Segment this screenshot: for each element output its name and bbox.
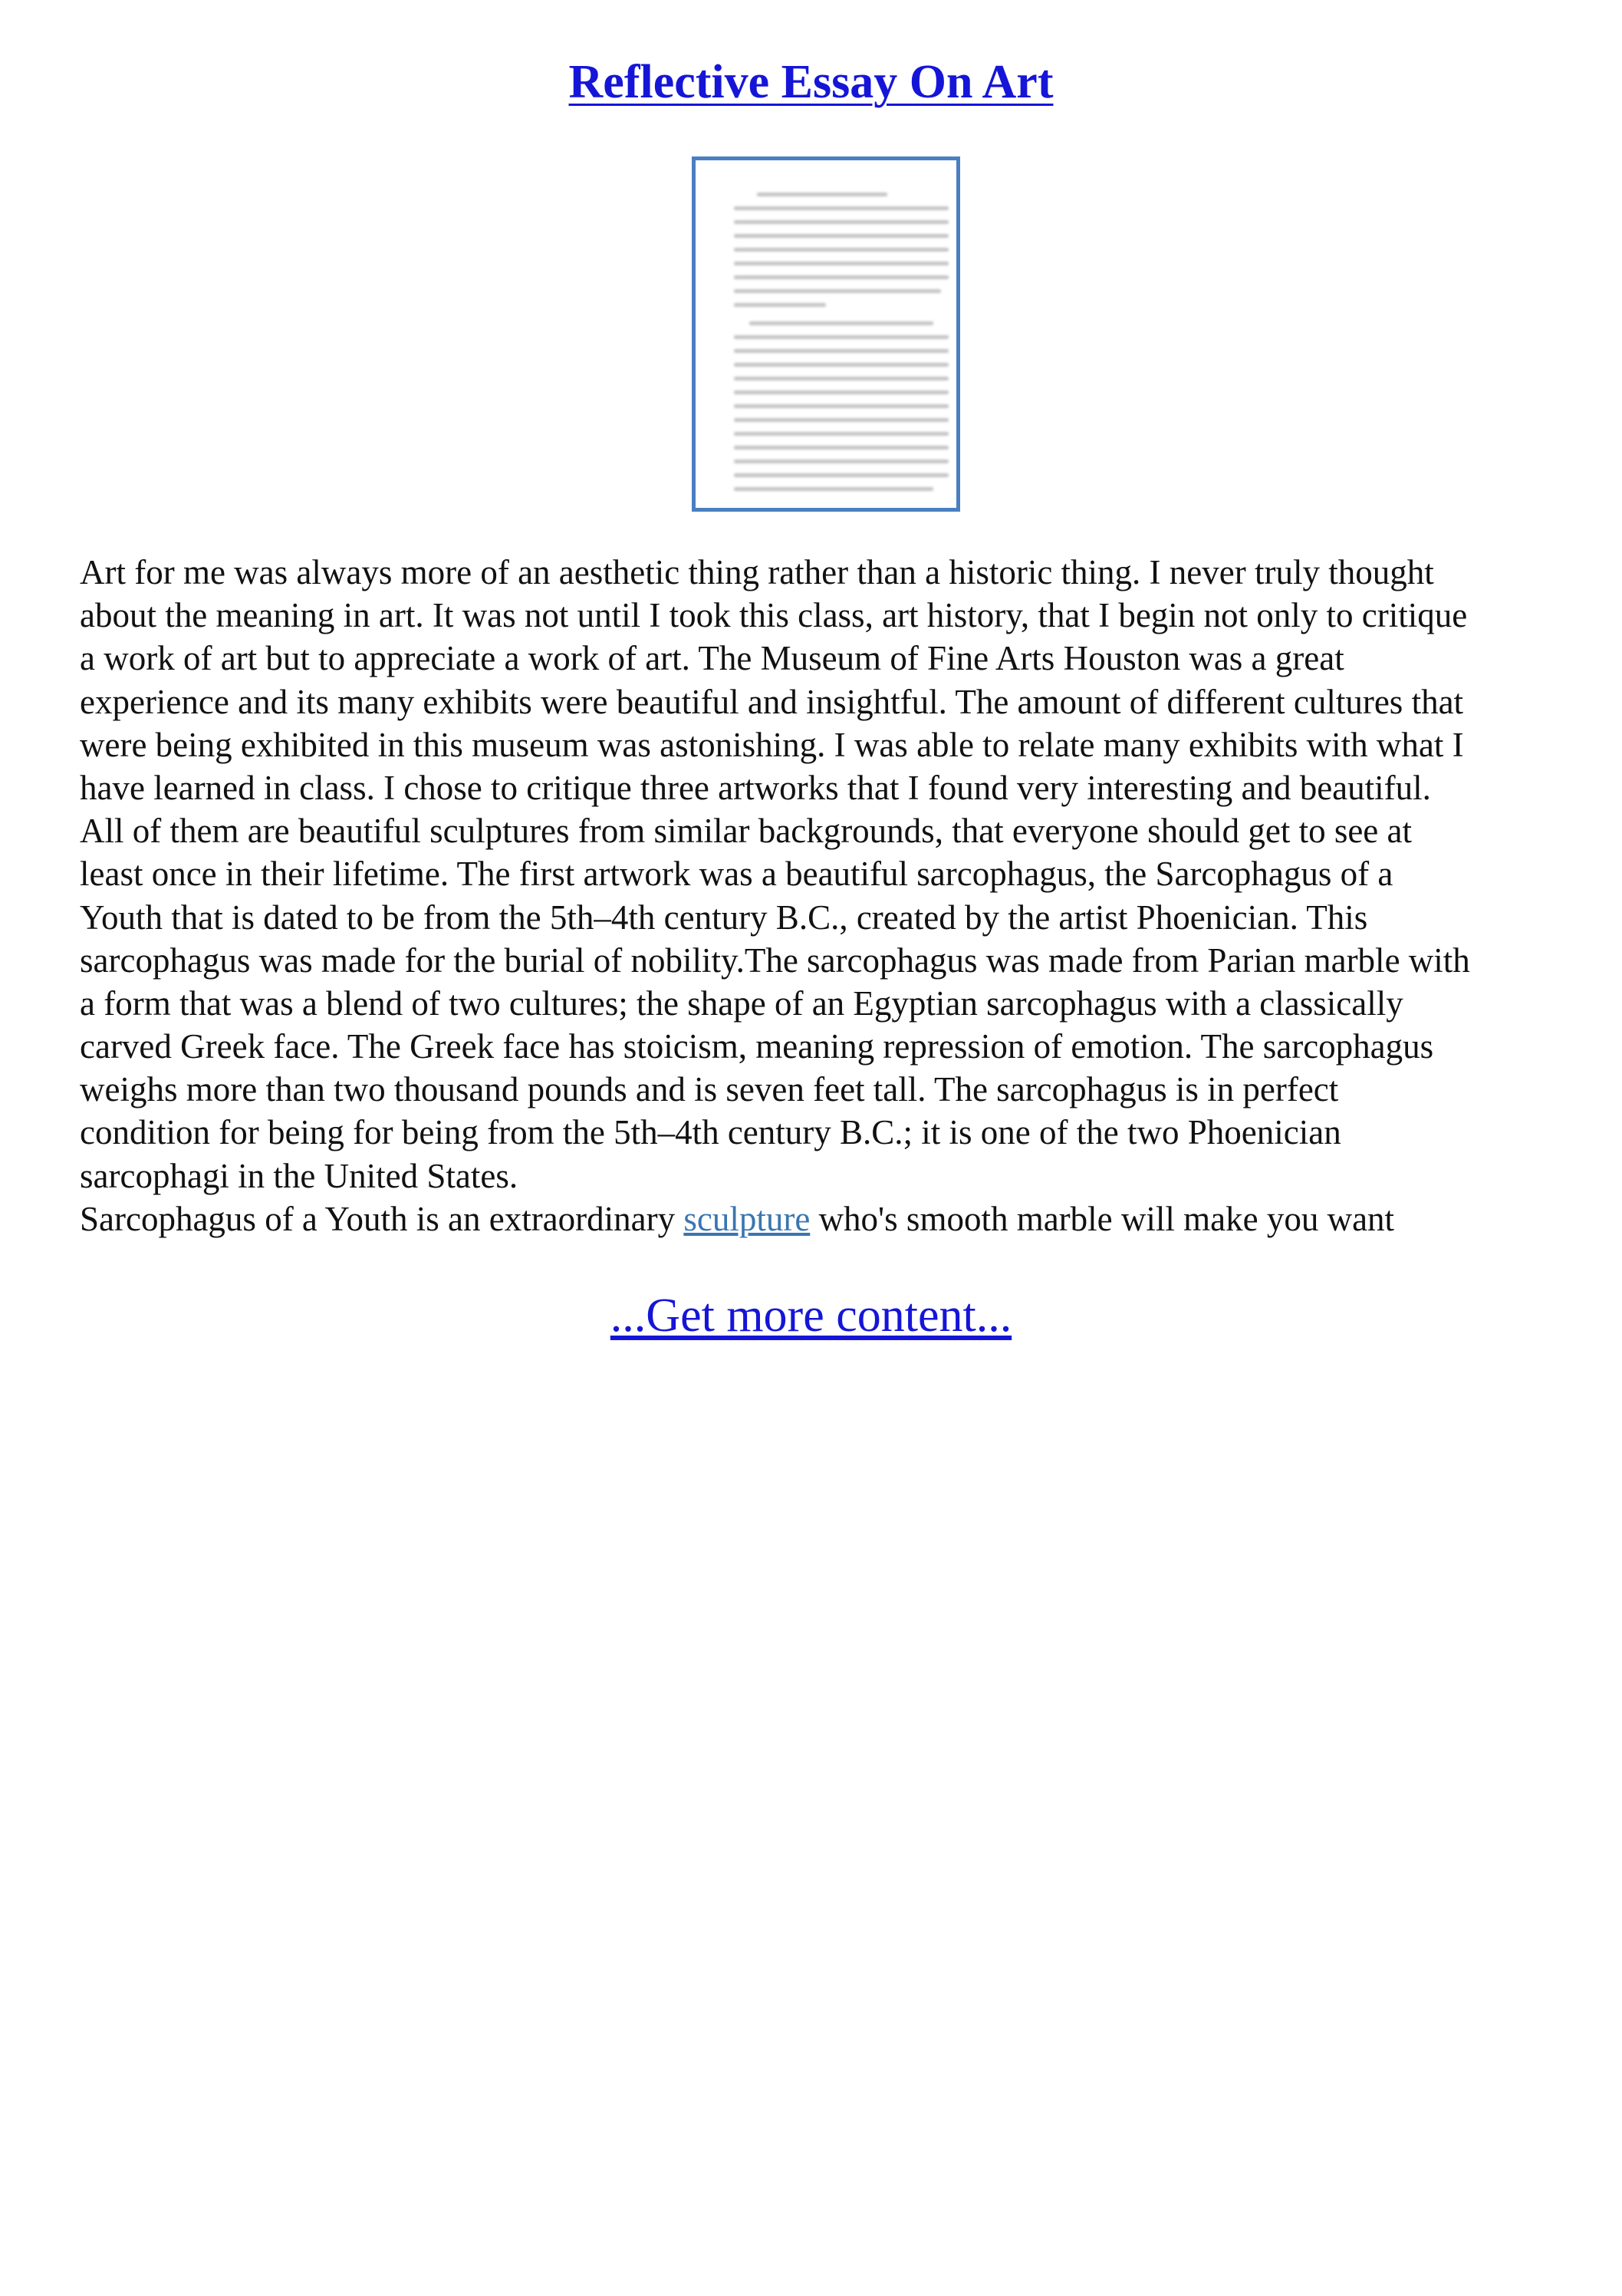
thumbnail-text-line [734,275,949,279]
thumbnail-text-line [734,289,941,293]
thumbnail-text-line [749,321,933,325]
essay-line: sarcophagi in the United States. [80,1156,518,1195]
thumbnail-text-line [734,487,933,491]
essay-line: All of them are beautiful sculptures from similar backgrounds, that everyone should get to see at [80,812,1413,851]
thumbnail-text-line [734,303,826,307]
essay-line: condition for being for being from the 5th–4th century B.C.; it is one of the two Phoenician [80,1113,1341,1152]
essay-line: experience and its many exhibits were beautiful and insightful. The amount of different cultures that [80,682,1464,721]
essay-line: carved Greek face. The Greek face has stoicism, meaning repression of emotion. The sarcophagus [80,1027,1434,1066]
essay-line: weighs more than two thousand pounds and is seven feet tall. The sarcophagus is in perfect [80,1070,1339,1109]
thumbnail-text-line [734,418,949,422]
thumbnail-text-line [734,234,949,238]
get-more-content-link[interactable]: ...Get more content... [610,1290,1012,1342]
essay-line: Youth that is dated to be from the 5th–4th century B.C., created by the artist Phoenician. This [80,898,1368,937]
essay-line: Art for me was always more of an aesthetic thing rather than a historic thing. I never truly thought [80,553,1434,591]
thumbnail-text-line [734,446,949,450]
thumbnail-text-line [734,432,949,436]
thumbnail-text-line [734,349,949,353]
essay-last-line [80,1197,1575,1240]
thumbnail-text-line [734,220,949,224]
text: Sarcophagus of a Youth is an extraordinary [80,1199,684,1238]
sculpture-link[interactable]: sculpture [683,1199,811,1238]
thumbnail-text-line [757,193,887,196]
document-preview-thumbnail [692,156,960,512]
essay-line: were being exhibited in this museum was astonishing. I was able to relate many exhibits with what I [80,725,1464,764]
essay-line: about the meaning in art. It was not until I took this class, art history, that I begin not only to critique [80,596,1468,635]
essay-line: sarcophagus was made for the burial of nobility.The sarcophagus was made from Parian marble with [80,940,1470,980]
thumbnail-text-line [734,460,949,463]
essay-line: have learned in class. I chose to critique three artworks that I found very interesting and beautiful. [80,768,1431,807]
essay-line: a form that was a blend of two cultures; the shape of an Egyptian sarcophagus with a classically [80,983,1403,1023]
thumbnail-text-line [734,262,949,265]
thumbnail-text-line [734,248,949,252]
essay-line: least once in their lifetime. The first artwork was a beautiful sarcophagus, the Sarcophagus of a [80,855,1393,894]
thumbnail-text-line [734,404,949,408]
text: who's smooth marble will make you want [810,1199,1395,1238]
essay-body [80,551,1575,1240]
thumbnail-text-line [734,473,949,477]
thumbnail-text-line [734,377,949,380]
thumbnail-text-line [734,206,949,210]
thumbnail-text-line [734,363,949,367]
thumbnail-text-line [734,335,949,339]
thumbnail-text-line [734,390,949,394]
essay-line: a work of art but to appreciate a work of art. The Museum of Fine Arts Houston was a great [80,639,1344,678]
page-title-link[interactable]: Reflective Essay On Art [568,56,1054,108]
